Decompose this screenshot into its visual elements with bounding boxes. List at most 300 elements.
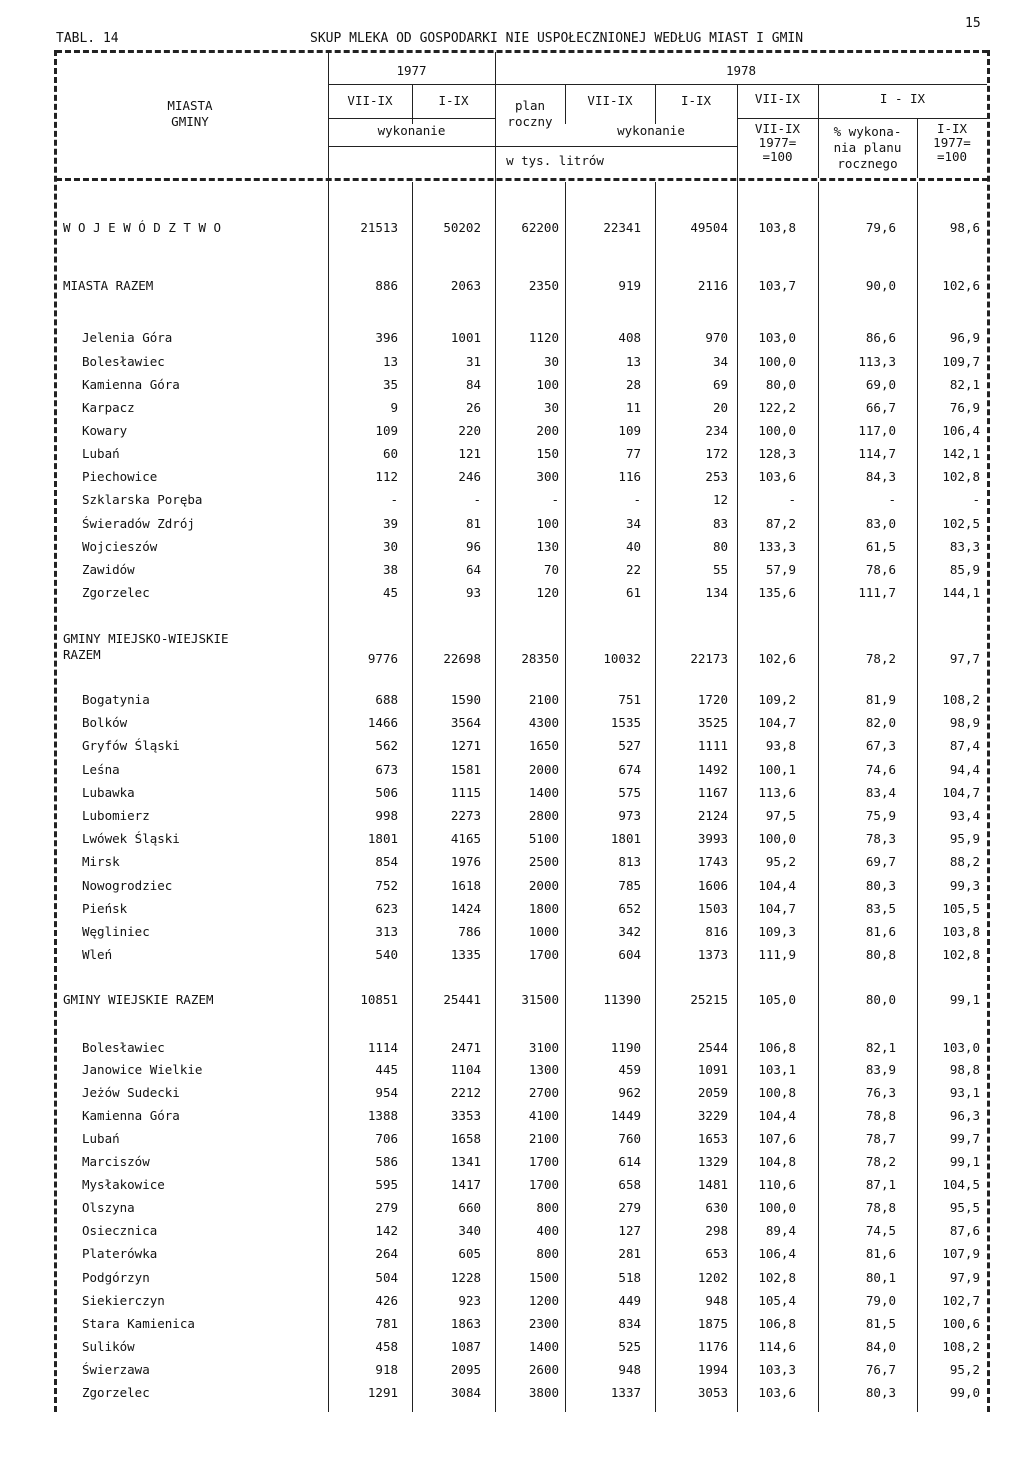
cell-col-6: 102,8 — [758, 1270, 796, 1285]
cell-col-4: 525 — [618, 1339, 641, 1354]
cell-col-8: 82,1 — [949, 377, 980, 392]
row-label: Piechowice — [82, 469, 158, 484]
cell-col-4: 973 — [618, 808, 641, 823]
cell-col-4: 760 — [618, 1131, 641, 1146]
cell-col-2: 1976 — [450, 854, 481, 869]
cell-col-5: 816 — [705, 924, 728, 939]
cell-col-2: 1590 — [450, 692, 481, 707]
cell-col-5: 1111 — [697, 738, 728, 753]
cell-col-1: 854 — [375, 854, 398, 869]
cell-col-2: 1658 — [450, 1131, 481, 1146]
cell-col-3: 2300 — [528, 1316, 559, 1331]
top-border — [56, 50, 988, 53]
cell-col-8: 87,6 — [949, 1223, 980, 1238]
row-label: Karpacz — [82, 400, 135, 415]
cell-col-5: 1373 — [697, 947, 728, 962]
cell-col-6: 107,6 — [758, 1131, 796, 1146]
cell-col-8: 93,4 — [949, 808, 980, 823]
cell-col-1: 445 — [375, 1062, 398, 1077]
cell-col-8: 108,2 — [942, 1339, 980, 1354]
cell-col-7: 87,1 — [865, 1177, 896, 1192]
cell-col-8: 87,4 — [949, 738, 980, 753]
cell-col-8: 98,9 — [949, 715, 980, 730]
cell-col-7: 66,7 — [865, 400, 896, 415]
table-row — [0, 377, 1024, 397]
cell-col-6: 103,6 — [758, 1385, 796, 1400]
unit-label: w tys. litrów — [506, 153, 604, 168]
cell-col-6: 106,4 — [758, 1246, 796, 1261]
cell-col-5: 80 — [712, 539, 728, 554]
cell-col-7: 81,6 — [865, 924, 896, 939]
cell-col-6: 113,6 — [758, 785, 796, 800]
cell-col-4: 652 — [618, 901, 641, 916]
year-1977: 1977 — [396, 63, 427, 78]
row-label: Olszyna — [82, 1200, 135, 1215]
cell-col-1: 506 — [375, 785, 398, 800]
cell-col-7: 78,2 — [865, 651, 896, 666]
col-idx-vii-top: VII-IX — [754, 91, 801, 106]
cell-col-5: 55 — [712, 562, 728, 577]
cell-col-1: 918 — [375, 1362, 398, 1377]
cell-col-5: 1492 — [697, 762, 728, 777]
cell-col-6: 104,8 — [758, 1154, 796, 1169]
col-1978-wykonanie: wykonanie — [617, 123, 685, 138]
cell-col-4: 604 — [618, 947, 641, 962]
cell-col-3: 1700 — [528, 1154, 559, 1169]
cell-col-6: 103,0 — [758, 330, 796, 345]
table-row — [0, 692, 1024, 712]
cell-col-6: 100,0 — [758, 1200, 796, 1215]
cell-col-2: 660 — [458, 1200, 481, 1215]
cell-col-7: 80,3 — [865, 878, 896, 893]
row-label: Węgliniec — [82, 924, 150, 939]
cell-col-6: 109,2 — [758, 692, 796, 707]
cell-col-6: 104,7 — [758, 715, 796, 730]
table-row — [0, 492, 1024, 512]
cell-col-6: 109,3 — [758, 924, 796, 939]
cell-col-2: 22698 — [443, 651, 481, 666]
cell-col-3: 2000 — [528, 762, 559, 777]
cell-col-6: 105,0 — [758, 992, 796, 1007]
cell-col-4: 1337 — [610, 1385, 641, 1400]
cell-col-7: 80,3 — [865, 1385, 896, 1400]
cell-col-4: 1449 — [610, 1108, 641, 1123]
cell-col-4: 674 — [618, 762, 641, 777]
cell-col-5: 49504 — [690, 220, 728, 235]
cell-col-6: 122,2 — [758, 400, 796, 415]
cell-col-2: 3084 — [450, 1385, 481, 1400]
row-label: Marciszów — [82, 1154, 150, 1169]
cell-col-4: 614 — [618, 1154, 641, 1169]
row-label: Lubawka — [82, 785, 135, 800]
col-1977-wykonanie: wykonanie — [377, 123, 446, 138]
cell-col-8: 83,3 — [949, 539, 980, 554]
table-row — [0, 831, 1024, 851]
col-1978-i-ix: I-IX — [680, 93, 712, 108]
cell-col-6: 100,8 — [758, 1085, 796, 1100]
cell-col-4: 834 — [618, 1316, 641, 1331]
cell-col-8: 100,6 — [942, 1316, 980, 1331]
cell-col-4: - — [633, 492, 641, 507]
cell-col-4: 1190 — [610, 1040, 641, 1055]
row-label: Lubań — [82, 446, 120, 461]
cell-col-4: 11 — [625, 400, 641, 415]
cell-col-4: 948 — [618, 1362, 641, 1377]
cell-col-1: 586 — [375, 1154, 398, 1169]
cell-col-4: 962 — [618, 1085, 641, 1100]
cell-col-3: 1800 — [528, 901, 559, 916]
cell-col-7: 83,5 — [865, 901, 896, 916]
col-1977-vii-ix: VII-IX — [347, 93, 393, 108]
cell-col-7: 74,6 — [865, 762, 896, 777]
cell-col-4: 109 — [618, 423, 641, 438]
cell-col-5: 172 — [705, 446, 728, 461]
cell-col-3: 1650 — [528, 738, 559, 753]
cell-col-8: 97,9 — [949, 1270, 980, 1285]
table-row — [0, 1040, 1024, 1060]
cell-col-7: 74,5 — [865, 1223, 896, 1238]
cell-col-7: 114,7 — [858, 446, 896, 461]
cell-col-6: 114,6 — [758, 1339, 796, 1354]
table-row — [0, 1316, 1024, 1336]
cell-col-3: 1400 — [528, 1339, 559, 1354]
row-label: W O J E W Ó D Z T W O — [63, 220, 222, 235]
cell-col-3: 30 — [543, 400, 559, 415]
cell-col-7: 83,9 — [865, 1062, 896, 1077]
cell-col-8: 98,6 — [949, 220, 980, 235]
cell-col-2: 3353 — [450, 1108, 481, 1123]
cell-col-6: 104,4 — [758, 878, 796, 893]
cell-col-5: 69 — [712, 377, 728, 392]
cell-col-3: 5100 — [528, 831, 559, 846]
cell-col-4: 281 — [618, 1246, 641, 1261]
cell-col-2: 2273 — [450, 808, 481, 823]
cell-col-2: 1417 — [450, 1177, 481, 1192]
table-row — [0, 762, 1024, 782]
cell-col-7: 86,6 — [865, 330, 896, 345]
row-label: Janowice Wielkie — [82, 1062, 203, 1077]
row-label: Mysłakowice — [82, 1177, 165, 1192]
cell-col-8: 104,5 — [942, 1177, 980, 1192]
row-label-cont: RAZEM — [63, 647, 101, 662]
cell-col-5: 1176 — [697, 1339, 728, 1354]
cell-col-3: 1120 — [528, 330, 559, 345]
cell-col-7: 78,3 — [865, 831, 896, 846]
cell-col-1: 45 — [382, 585, 398, 600]
table-row — [0, 1177, 1024, 1197]
cell-col-1: 142 — [375, 1223, 398, 1238]
cell-col-7: 84,0 — [865, 1339, 896, 1354]
cell-col-5: 2116 — [697, 278, 728, 293]
cell-col-5: 12 — [712, 492, 728, 507]
cell-col-4: 813 — [618, 854, 641, 869]
cell-col-6: 111,9 — [758, 947, 796, 962]
cell-col-2: 1104 — [450, 1062, 481, 1077]
row-label: Kamienna Góra — [82, 377, 180, 392]
cell-col-2: 1271 — [450, 738, 481, 753]
cell-col-4: 22341 — [603, 220, 641, 235]
cell-col-7: 90,0 — [865, 278, 896, 293]
table-row — [0, 354, 1024, 374]
cell-col-5: 34 — [712, 354, 728, 369]
cell-col-3: 1700 — [528, 947, 559, 962]
row-label: Szklarska Poręba — [82, 492, 203, 507]
cell-col-2: 25441 — [443, 992, 481, 1007]
cell-col-2: 50202 — [443, 220, 481, 235]
cell-col-3: 2000 — [528, 878, 559, 893]
cell-col-5: 1743 — [697, 854, 728, 869]
cell-col-8: 96,3 — [949, 1108, 980, 1123]
cell-col-8: 93,1 — [949, 1085, 980, 1100]
cell-col-7: 84,3 — [865, 469, 896, 484]
table-row — [0, 1154, 1024, 1174]
cell-col-1: - — [390, 492, 398, 507]
cell-col-8: 99,1 — [949, 992, 980, 1007]
cell-col-5: 1653 — [697, 1131, 728, 1146]
table-row — [0, 1223, 1024, 1243]
cell-col-5: 630 — [705, 1200, 728, 1215]
cell-col-8: 99,0 — [949, 1385, 980, 1400]
cell-col-2: 246 — [458, 469, 481, 484]
cell-col-3: 3800 — [528, 1385, 559, 1400]
cell-col-1: 426 — [375, 1293, 398, 1308]
row-label: Podgórzyn — [82, 1270, 150, 1285]
cell-col-5: 1720 — [697, 692, 728, 707]
cell-col-7: 78,8 — [865, 1108, 896, 1123]
cell-col-2: 4165 — [450, 831, 481, 846]
cell-col-6: 110,6 — [758, 1177, 796, 1192]
cell-col-1: 30 — [382, 539, 398, 554]
cell-col-3: 28350 — [521, 651, 559, 666]
cell-col-1: 706 — [375, 1131, 398, 1146]
table-row — [0, 854, 1024, 874]
cell-col-3: 1200 — [528, 1293, 559, 1308]
col-idx-vii: VII-IX 1977= =100 — [754, 121, 801, 164]
cell-col-4: 449 — [618, 1293, 641, 1308]
cell-col-7: 76,7 — [865, 1362, 896, 1377]
page-title: SKUP MLEKA OD GOSPODARKI NIE USPOŁECZNIONEJ WEDŁUG MIAST I GMIN — [310, 31, 804, 46]
cell-col-8: 102,6 — [942, 278, 980, 293]
cell-col-5: 25215 — [690, 992, 728, 1007]
cell-col-3: 2350 — [528, 278, 559, 293]
table-row — [0, 423, 1024, 443]
cell-col-8: 105,5 — [942, 901, 980, 916]
cell-col-3: 800 — [536, 1200, 559, 1215]
cell-col-3: - — [551, 492, 559, 507]
cell-col-7: 83,4 — [865, 785, 896, 800]
cell-col-3: 200 — [536, 423, 559, 438]
cell-col-5: 83 — [712, 516, 728, 531]
cell-col-5: 1606 — [697, 878, 728, 893]
row-label: Sulików — [82, 1339, 135, 1354]
cell-col-3: 2100 — [528, 692, 559, 707]
cell-col-5: 2059 — [697, 1085, 728, 1100]
cell-col-2: 121 — [458, 446, 481, 461]
row-label: Kowary — [82, 423, 128, 438]
row-label: GMINY WIEJSKIE RAZEM — [63, 992, 214, 1007]
cell-col-4: 28 — [625, 377, 641, 392]
cell-col-5: 2544 — [697, 1040, 728, 1055]
cell-col-3: 2500 — [528, 854, 559, 869]
cell-col-3: 100 — [536, 377, 559, 392]
cell-col-6: 106,8 — [758, 1040, 796, 1055]
cell-col-1: 688 — [375, 692, 398, 707]
cell-col-3: 300 — [536, 469, 559, 484]
cell-col-5: 253 — [705, 469, 728, 484]
cell-col-1: 540 — [375, 947, 398, 962]
cell-col-4: 785 — [618, 878, 641, 893]
cell-col-2: 2095 — [450, 1362, 481, 1377]
table-row — [0, 715, 1024, 735]
header-line-3 — [328, 146, 737, 147]
row-label: Jeżów Sudecki — [82, 1085, 180, 1100]
cell-col-1: 562 — [375, 738, 398, 753]
cell-col-1: 21513 — [360, 220, 398, 235]
cell-col-8: 99,7 — [949, 1131, 980, 1146]
cell-col-2: 923 — [458, 1293, 481, 1308]
row-label: Bolków — [82, 715, 128, 730]
row-label: Platerówka — [82, 1246, 158, 1261]
cell-col-8: 107,9 — [942, 1246, 980, 1261]
table-row — [0, 1339, 1024, 1359]
cell-col-3: 2800 — [528, 808, 559, 823]
cell-col-6: 104,4 — [758, 1108, 796, 1123]
header-line-2a — [328, 118, 495, 119]
cell-col-5: 298 — [705, 1223, 728, 1238]
cell-col-3: 400 — [536, 1223, 559, 1238]
cell-col-3: 1000 — [528, 924, 559, 939]
cell-col-6: 57,9 — [765, 562, 796, 577]
cell-col-7: 78,8 — [865, 1200, 896, 1215]
cell-col-6: 102,6 — [758, 651, 796, 666]
cell-col-6: 93,8 — [765, 738, 796, 753]
cell-col-7: - — [888, 492, 896, 507]
table-row — [0, 785, 1024, 805]
cell-col-8: 99,1 — [949, 1154, 980, 1169]
cell-col-4: 11390 — [603, 992, 641, 1007]
cell-col-8: 102,5 — [942, 516, 980, 531]
table-row — [0, 1385, 1024, 1405]
cell-col-2: 220 — [458, 423, 481, 438]
row-label: Jelenia Góra — [82, 330, 173, 345]
table-row — [0, 469, 1024, 489]
cell-col-6: 97,5 — [765, 808, 796, 823]
cell-col-5: 948 — [705, 1293, 728, 1308]
table-row — [0, 924, 1024, 944]
cell-col-2: 1001 — [450, 330, 481, 345]
cell-col-1: 623 — [375, 901, 398, 916]
row-label: Nowogrodziec — [82, 878, 173, 893]
cell-col-8: 88,2 — [949, 854, 980, 869]
cell-col-7: 61,5 — [865, 539, 896, 554]
cell-col-3: 3100 — [528, 1040, 559, 1055]
table-row — [0, 278, 1024, 298]
col-idx-i: I-IX 1977= =100 — [933, 121, 971, 164]
table-row — [0, 400, 1024, 420]
row-label: Lubomierz — [82, 808, 150, 823]
cell-col-6: 100,0 — [758, 423, 796, 438]
row-label: Siekierczyn — [82, 1293, 165, 1308]
cell-col-8: 94,4 — [949, 762, 980, 777]
cell-col-6: 105,4 — [758, 1293, 796, 1308]
cell-col-1: 998 — [375, 808, 398, 823]
cell-col-4: 10032 — [603, 651, 641, 666]
cell-col-3: 1700 — [528, 1177, 559, 1192]
cell-col-7: 69,7 — [865, 854, 896, 869]
cell-col-7: 78,7 — [865, 1131, 896, 1146]
row-label: Zawidów — [82, 562, 135, 577]
cell-col-5: 20 — [712, 400, 728, 415]
cell-col-1: 396 — [375, 330, 398, 345]
cell-col-6: 104,7 — [758, 901, 796, 916]
table-row — [0, 539, 1024, 559]
col-plan: plan roczny — [507, 98, 553, 129]
cell-col-4: 61 — [625, 585, 641, 600]
cell-col-2: 340 — [458, 1223, 481, 1238]
table-row — [0, 585, 1024, 605]
cell-col-1: 39 — [382, 516, 398, 531]
cell-col-8: 99,3 — [949, 878, 980, 893]
cell-col-8: - — [972, 492, 980, 507]
cell-col-3: 62200 — [521, 220, 559, 235]
cell-col-2: 1424 — [450, 901, 481, 916]
cell-col-8: 108,2 — [942, 692, 980, 707]
table-row — [0, 562, 1024, 582]
cell-col-6: 100,0 — [758, 354, 796, 369]
cell-col-1: 1388 — [367, 1108, 398, 1123]
table-row — [0, 738, 1024, 758]
cell-col-2: 1228 — [450, 1270, 481, 1285]
row-label: Stara Kamienica — [82, 1316, 195, 1331]
cell-col-8: 102,7 — [942, 1293, 980, 1308]
cell-col-8: 95,9 — [949, 831, 980, 846]
cell-col-2: 93 — [465, 585, 481, 600]
cell-col-1: 264 — [375, 1246, 398, 1261]
table-row — [0, 1200, 1024, 1220]
cell-col-5: 1329 — [697, 1154, 728, 1169]
cell-col-3: 120 — [536, 585, 559, 600]
row-label: Wleń — [82, 947, 113, 962]
cell-col-1: 112 — [375, 469, 398, 484]
cell-col-3: 150 — [536, 446, 559, 461]
cell-col-8: 76,9 — [949, 400, 980, 415]
cell-col-5: 22173 — [690, 651, 728, 666]
cell-col-7: 80,0 — [865, 992, 896, 1007]
row-label: MIASTA RAZEM — [63, 278, 154, 293]
cell-col-7: 78,6 — [865, 562, 896, 577]
cell-col-1: 954 — [375, 1085, 398, 1100]
row-label: Mirsk — [82, 854, 120, 869]
cell-col-4: 751 — [618, 692, 641, 707]
row-label: Leśna — [82, 762, 120, 777]
cell-col-1: 313 — [375, 924, 398, 939]
cell-col-4: 1801 — [610, 831, 641, 846]
cell-col-8: 142,1 — [942, 446, 980, 461]
cell-col-5: 1994 — [697, 1362, 728, 1377]
row-label: Świeradów Zdrój — [82, 516, 195, 531]
row-label: Zgorzelec — [82, 1385, 150, 1400]
table-row — [0, 1085, 1024, 1105]
cell-col-8: 98,8 — [949, 1062, 980, 1077]
cell-col-2: 1618 — [450, 878, 481, 893]
cell-col-2: 84 — [465, 377, 481, 392]
cell-col-3: 100 — [536, 516, 559, 531]
cell-col-3: 1300 — [528, 1062, 559, 1077]
cell-col-2: 81 — [465, 516, 481, 531]
cell-col-8: 103,0 — [942, 1040, 980, 1055]
table-row — [0, 1293, 1024, 1313]
row-label: Bolesławiec — [82, 354, 165, 369]
